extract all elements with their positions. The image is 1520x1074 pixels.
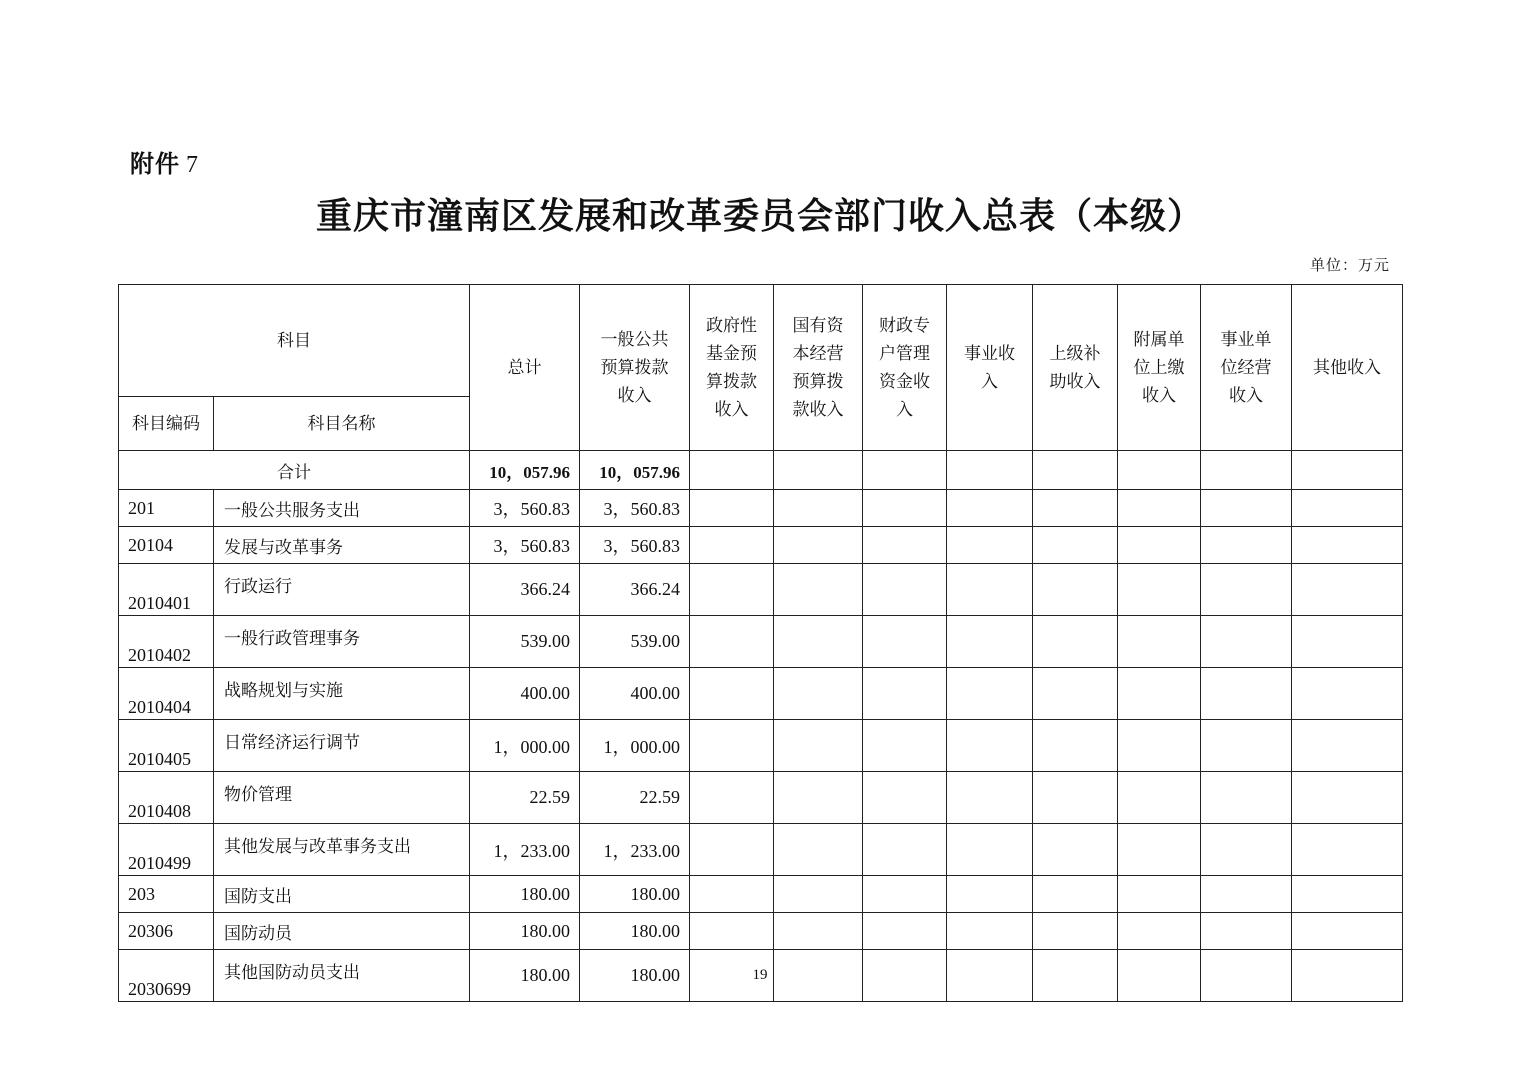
- header-line: 国有资: [792, 315, 844, 336]
- general-budget-cell: 22.59: [580, 772, 690, 824]
- subject-code-cell: 2010499: [119, 824, 214, 876]
- header-total: [470, 285, 580, 451]
- empty-cell: [947, 490, 1033, 527]
- header-line: 上级补: [1049, 343, 1101, 364]
- header-line: 入: [981, 371, 998, 392]
- total-label: 合计: [119, 451, 470, 490]
- empty-cell: [690, 876, 774, 913]
- empty-cell: [774, 772, 863, 824]
- subject-name-cell: 国防支出: [214, 876, 470, 913]
- subject-code-cell: 2010404: [119, 668, 214, 720]
- empty-cell: [1033, 772, 1118, 824]
- subject-code-cell: 20104: [119, 527, 214, 564]
- empty-cell: [690, 824, 774, 876]
- subject-name-cell: 发展与改革事务: [214, 527, 470, 564]
- empty-cell: [1033, 824, 1118, 876]
- header-line: 事业单: [1220, 329, 1272, 350]
- empty-cell: [774, 668, 863, 720]
- income-summary-table: [118, 284, 1403, 1002]
- total-cell: 1，000.00: [470, 720, 580, 772]
- header-business: [947, 285, 1033, 451]
- empty-cell: [1201, 451, 1292, 490]
- empty-cell: [863, 720, 947, 772]
- empty-cell: [774, 564, 863, 616]
- empty-cell: [1201, 720, 1292, 772]
- general-budget-cell: 3，560.83: [580, 490, 690, 527]
- empty-cell: [1033, 720, 1118, 772]
- empty-cell: [1292, 824, 1403, 876]
- header-line: 事业收: [964, 343, 1015, 364]
- total-cell: 1，233.00: [470, 824, 580, 876]
- empty-cell: [1033, 668, 1118, 720]
- header-subject-code: 科目编码: [119, 397, 214, 451]
- header-line: 一般公共: [600, 329, 669, 350]
- table-row: [119, 913, 1403, 950]
- total-cell: 366.24: [470, 564, 580, 616]
- header-line: 收入: [617, 385, 652, 406]
- general-budget-cell: 180.00: [580, 876, 690, 913]
- header-line: 助收入: [1049, 371, 1101, 392]
- empty-cell: [947, 720, 1033, 772]
- empty-cell: [947, 824, 1033, 876]
- header-line: 户管理: [879, 343, 930, 364]
- table-row: [119, 616, 1403, 668]
- subject-code-cell: 2010401: [119, 564, 214, 616]
- empty-cell: [1292, 913, 1403, 950]
- empty-cell: [774, 451, 863, 490]
- empty-cell: [1292, 772, 1403, 824]
- empty-cell: [690, 527, 774, 564]
- empty-cell: [863, 451, 947, 490]
- header-subject-name: 科目名称: [214, 397, 470, 451]
- empty-cell: [1292, 876, 1403, 913]
- header-other: [1292, 285, 1403, 451]
- empty-cell: [1292, 720, 1403, 772]
- total-row-general-budget: 10，057.96: [580, 451, 690, 490]
- general-budget-cell: 539.00: [580, 616, 690, 668]
- table-row: [119, 824, 1403, 876]
- header-superior-subsidy: [1033, 285, 1118, 451]
- header-line: 款收入: [792, 399, 844, 420]
- empty-cell: [1201, 616, 1292, 668]
- attachment-label: [130, 144, 199, 179]
- subject-code-cell: 2010402: [119, 616, 214, 668]
- empty-cell: [1201, 527, 1292, 564]
- subject-name-cell: 日常经济运行调节: [214, 720, 470, 772]
- empty-cell: [863, 772, 947, 824]
- table-row: [119, 564, 1403, 616]
- table-row: [119, 876, 1403, 913]
- empty-cell: [1118, 527, 1201, 564]
- header-line: 政府性: [706, 315, 757, 336]
- empty-cell: [863, 564, 947, 616]
- empty-cell: [774, 876, 863, 913]
- empty-cell: [947, 616, 1033, 668]
- total-cell: 180.00: [470, 913, 580, 950]
- table-row: [119, 527, 1403, 564]
- total-row: [119, 451, 1403, 490]
- subject-name-cell: 战略规划与实施: [214, 668, 470, 720]
- empty-cell: [1118, 451, 1201, 490]
- total-row-total: 10，057.96: [470, 451, 580, 490]
- header-line: 收入: [1142, 385, 1176, 406]
- header-general-budget: [580, 285, 690, 451]
- empty-cell: [863, 668, 947, 720]
- empty-cell: [947, 668, 1033, 720]
- header-subject: 科目: [119, 285, 470, 397]
- document-title: 重庆市潼南区发展和改革委员会部门收入总表（本级）: [315, 195, 1204, 237]
- general-budget-cell: 1，233.00: [580, 824, 690, 876]
- empty-cell: [1118, 913, 1201, 950]
- empty-cell: [947, 772, 1033, 824]
- empty-cell: [947, 451, 1033, 490]
- unit-label: 单位：万元: [1309, 256, 1390, 274]
- empty-cell: [1033, 451, 1118, 490]
- empty-cell: [1292, 564, 1403, 616]
- empty-cell: [774, 616, 863, 668]
- empty-cell: [774, 720, 863, 772]
- empty-cell: [1292, 616, 1403, 668]
- general-budget-cell: 180.00: [580, 913, 690, 950]
- empty-cell: [1033, 616, 1118, 668]
- empty-cell: [947, 913, 1033, 950]
- header-business-operation: [1201, 285, 1292, 451]
- empty-cell: [1201, 772, 1292, 824]
- subject-name-cell: 物价管理: [214, 772, 470, 824]
- general-budget-cell: 1，000.00: [580, 720, 690, 772]
- empty-cell: [1118, 772, 1201, 824]
- empty-cell: [863, 490, 947, 527]
- empty-cell: [774, 824, 863, 876]
- empty-cell: [1292, 490, 1403, 527]
- empty-cell: [774, 527, 863, 564]
- empty-cell: [863, 527, 947, 564]
- empty-cell: [1033, 490, 1118, 527]
- subject-name-cell: 其他发展与改革事务支出: [214, 824, 470, 876]
- empty-cell: [947, 564, 1033, 616]
- empty-cell: [1033, 913, 1118, 950]
- header-line: 收入: [714, 399, 749, 420]
- empty-cell: [1033, 876, 1118, 913]
- subject-code-cell: 203: [119, 876, 214, 913]
- attachment-number: 7: [186, 152, 199, 178]
- empty-cell: [1118, 876, 1201, 913]
- empty-cell: [1033, 564, 1118, 616]
- header-line: 预算拨: [792, 371, 844, 392]
- empty-cell: [947, 527, 1033, 564]
- subject-code-cell: 2010408: [119, 772, 214, 824]
- header-affiliated: [1118, 285, 1201, 451]
- empty-cell: [690, 564, 774, 616]
- header-line: 本经营: [792, 343, 844, 364]
- table-row: [119, 490, 1403, 527]
- subject-code-cell: 201: [119, 490, 214, 527]
- subject-name-cell: 一般公共服务支出: [214, 490, 470, 527]
- header-line: 预算拨款: [600, 357, 669, 378]
- empty-cell: [1033, 527, 1118, 564]
- header-line: 其他收入: [1313, 357, 1381, 378]
- subject-name-cell: 一般行政管理事务: [214, 616, 470, 668]
- total-cell: 22.59: [470, 772, 580, 824]
- empty-cell: [1292, 527, 1403, 564]
- general-budget-cell: 366.24: [580, 564, 690, 616]
- table-row: [119, 772, 1403, 824]
- empty-cell: [690, 451, 774, 490]
- empty-cell: [690, 913, 774, 950]
- empty-cell: [1118, 564, 1201, 616]
- empty-cell: [863, 913, 947, 950]
- empty-cell: [947, 876, 1033, 913]
- empty-cell: [1201, 668, 1292, 720]
- empty-cell: [690, 490, 774, 527]
- empty-cell: [863, 616, 947, 668]
- general-budget-cell: 400.00: [580, 668, 690, 720]
- empty-cell: [1118, 824, 1201, 876]
- empty-cell: [1201, 913, 1292, 950]
- empty-cell: [1292, 451, 1403, 490]
- page-number: 19: [752, 967, 768, 983]
- header-line: 入: [896, 399, 913, 420]
- header-line: 总计: [507, 357, 542, 378]
- empty-cell: [1118, 720, 1201, 772]
- general-budget-cell: 180.00: [580, 950, 690, 1002]
- total-cell: 400.00: [470, 668, 580, 720]
- header-line: 基金预: [706, 343, 757, 364]
- empty-cell: [690, 668, 774, 720]
- total-cell: 3，560.83: [470, 490, 580, 527]
- subject-name-cell: 国防动员: [214, 913, 470, 950]
- empty-cell: [863, 876, 947, 913]
- subject-name-cell: 其他国防动员支出: [214, 950, 470, 1002]
- header-line: 附属单: [1133, 329, 1185, 350]
- total-cell: 3，560.83: [470, 527, 580, 564]
- table-body: [119, 451, 1403, 1002]
- header-line: 算拨款: [706, 371, 757, 392]
- header-state-capital: [774, 285, 863, 451]
- header-line: 财政专: [879, 315, 930, 336]
- empty-cell: [1201, 876, 1292, 913]
- empty-cell: [863, 824, 947, 876]
- empty-cell: [1292, 668, 1403, 720]
- table-row: [119, 668, 1403, 720]
- empty-cell: [1201, 490, 1292, 527]
- total-cell: 180.00: [470, 876, 580, 913]
- subject-code-cell: 20306: [119, 913, 214, 950]
- subject-name-cell: 行政运行: [214, 564, 470, 616]
- general-budget-cell: 3，560.83: [580, 527, 690, 564]
- empty-cell: [1201, 824, 1292, 876]
- empty-cell: [690, 720, 774, 772]
- empty-cell: [774, 913, 863, 950]
- header-line: 位上缴: [1133, 357, 1185, 378]
- empty-cell: [1201, 564, 1292, 616]
- empty-cell: [690, 772, 774, 824]
- subject-code-cell: 2010405: [119, 720, 214, 772]
- empty-cell: [1118, 668, 1201, 720]
- header-gov-fund: [690, 285, 774, 451]
- empty-cell: [1118, 616, 1201, 668]
- empty-cell: [774, 490, 863, 527]
- header-line: 收入: [1229, 385, 1263, 406]
- total-cell: 180.00: [470, 950, 580, 1002]
- empty-cell: [690, 616, 774, 668]
- subject-code-cell: 2030699: [119, 950, 214, 1002]
- attachment-text: 附件: [130, 150, 180, 178]
- header-line: 位经营: [1220, 357, 1272, 378]
- header-line: 资金收: [879, 371, 930, 392]
- empty-cell: [1118, 490, 1201, 527]
- total-cell: 539.00: [470, 616, 580, 668]
- header-fiscal-special: [863, 285, 947, 451]
- table-row: [119, 720, 1403, 772]
